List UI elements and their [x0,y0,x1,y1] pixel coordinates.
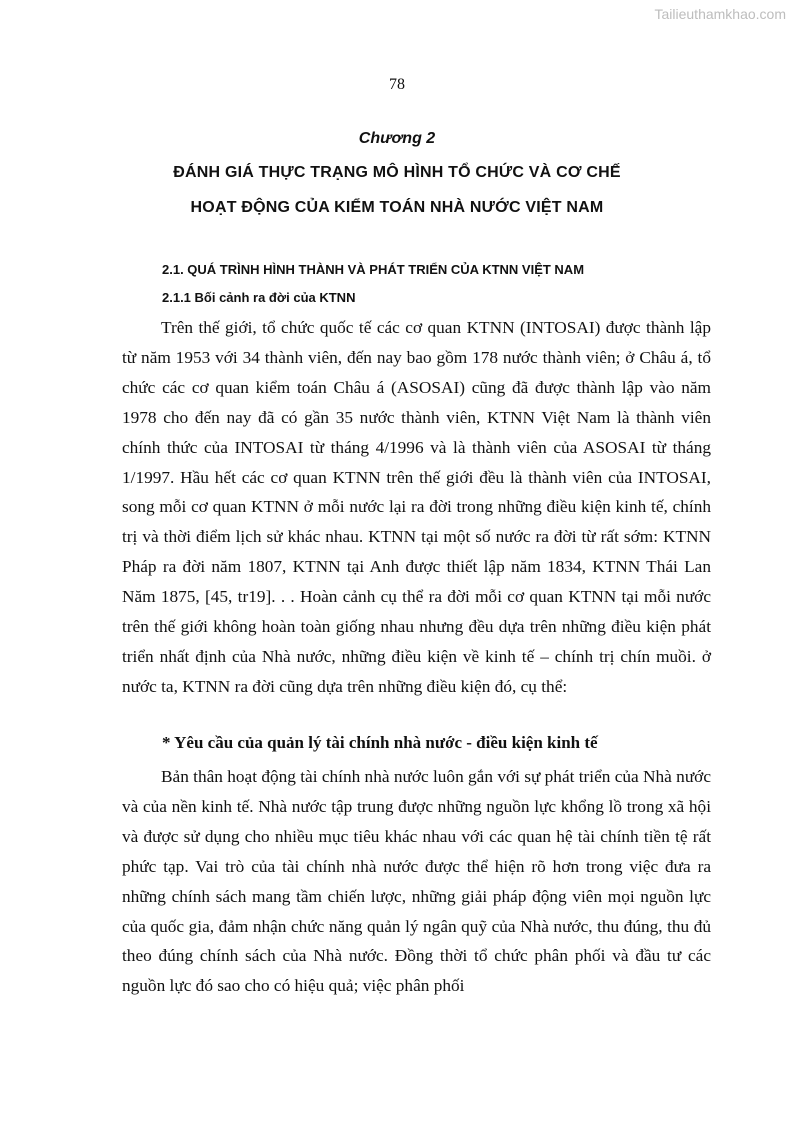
chapter-title-line-1: ĐÁNH GIÁ THỰC TRẠNG MÔ HÌNH TỔ CHỨC VÀ CƠ CHẾ [173,164,621,181]
requirement-heading: * Yêu cầu của quản lý tài chính nhà nước - điều kiện kinh tế [162,733,598,752]
subsection-heading: 2.1.1 Bối cảnh ra đời của KTNN [162,290,356,305]
body-paragraph-1: Trên thế giới, tổ chức quốc tế các cơ quan KTNN (INTOSAI) được thành lập từ năm 1953 với 34 thành viên, đến nay bao gồm 178 nước thành viên; ở Châu á, tổ chức các cơ quan kiểm toán Châu á (ASOSAI) cũng đã được thành lập vào năm 1978 cho đến nay đã có gần 35 nước thành viên, KTNN Việt Nam là thành viên chính thức của INTOSAI từ tháng 4/1996 và là thành viên của ASOSAI từ tháng 1/1997. Hầu hết các cơ quan KTNN trên thế giới đều là thành viên của INTOSAI, song mỗi cơ quan KTNN ở mỗi nước lại ra đời trong những điều kiện kinh tế, chính trị và thời điểm lịch sử khác nhau. KTNN tại một số nước ra đời từ rất sớm: KTNN Pháp ra đời năm 1807, KTNN tại Anh được thiết lập năm 1834, KTNN Thái Lan Năm 1875, [45, tr19]. . . Hoàn cảnh cụ thể ra đời mỗi cơ quan KTNN tại mỗi nước trên thế giới không hoàn toàn giống nhau nhưng đều dựa trên những điều kiện phát triển nhất định của Nhà nước, những điều kiện về kinh tế – chính trị chín muồi. ở nước ta, KTNN ra đời cũng dựa trên những điều kiện đó, cụ thể: [122,318,711,696]
section-heading: 2.1. QUÁ TRÌNH HÌNH THÀNH VÀ PHÁT TRIỂN CỦA KTNN VIỆT NAM [162,262,585,277]
watermark: Tailieuthamkhao.com [654,6,786,22]
body-paragraph-2: Bản thân hoạt động tài chính nhà nước luôn gắn với sự phát triển của Nhà nước và của nền kinh tế. Nhà nước tập trung được những nguồn lực khổng lồ trong xã hội và được sử dụng cho nhiều mục tiêu khác nhau với các quan hệ tài chính tiền tệ rất phức tạp. Vai trò của tài chính nhà nước được thể hiện rõ hơn trong việc đưa ra những chính sách mang tầm chiến lược, những giải pháp động viên mọi nguồn lực của quốc gia, đảm nhận chức năng quản lý ngân quỹ của Nhà nước, thu đúng, thu đủ theo đúng chính sách của Nhà nước. Đồng thời tổ chức phân phối và đầu tư các nguồn lực đó sao cho có hiệu quả; việc phân phối [122,767,711,996]
chapter-label: Chương 2 [358,130,436,147]
page-number: 78 [389,76,405,93]
chapter-title-line-2: HOẠT ĐỘNG CỦA KIỂM TOÁN NHÀ NƯỚC VIỆT NAM [190,199,604,216]
